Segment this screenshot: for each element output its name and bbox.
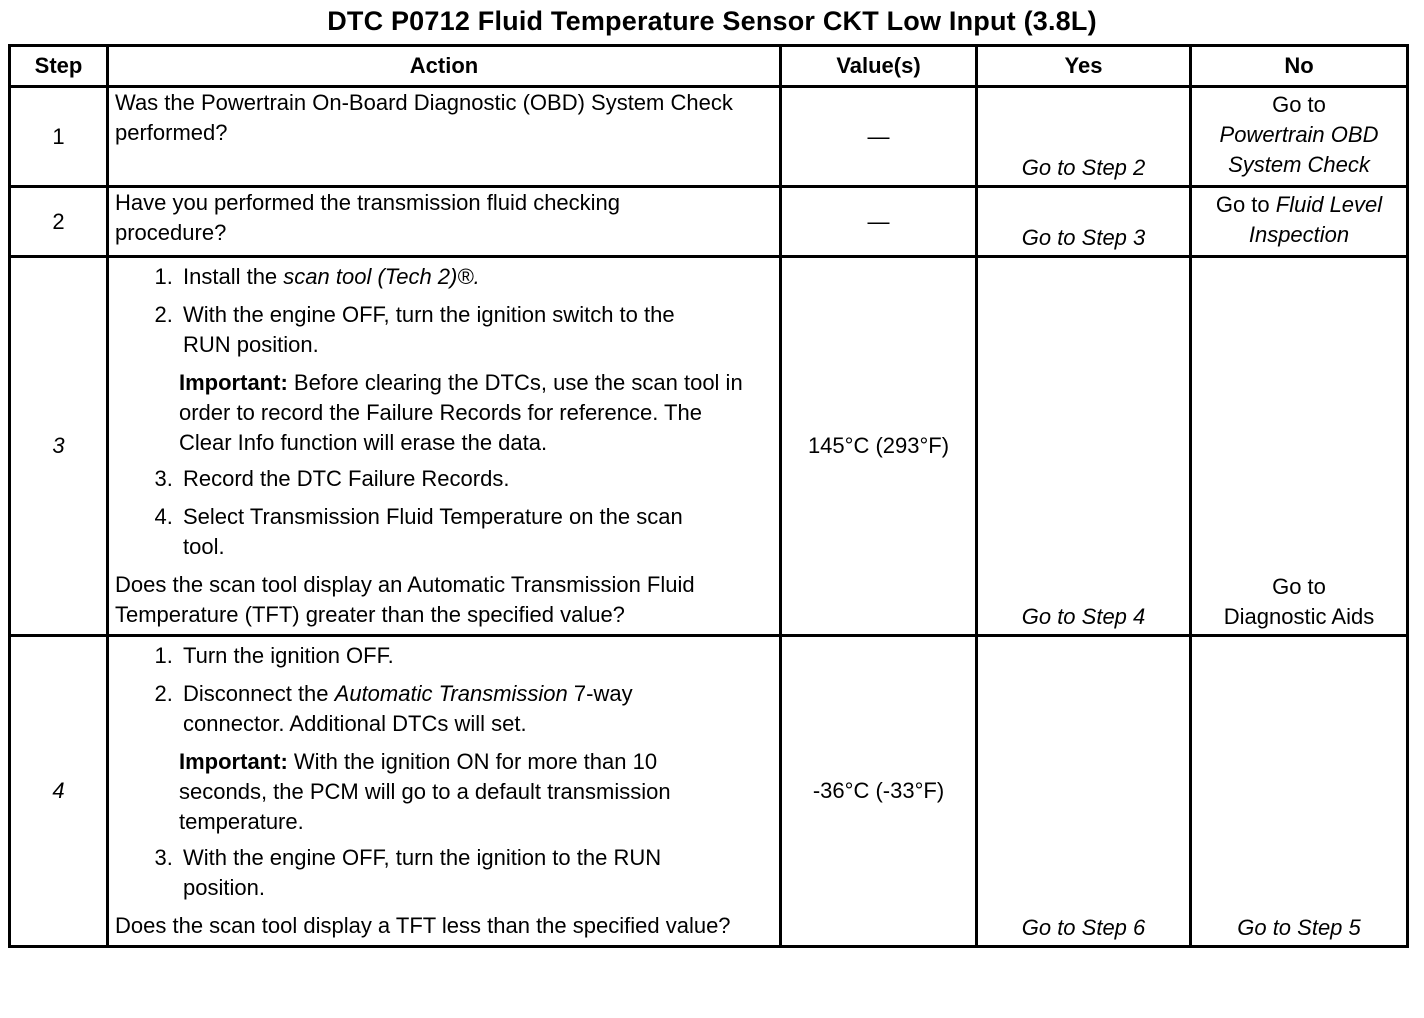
action-cell: Have you performed the transmission fluid checking procedure?	[108, 187, 781, 257]
no-link[interactable]: Diagnostic Aids	[1223, 604, 1375, 629]
list-item: 4. Select Transmission Fluid Temperature on the scan tool.	[179, 502, 773, 562]
action-steps	[115, 641, 773, 739]
automatic-transmission-link[interactable]: Automatic Transmission	[334, 681, 568, 706]
step-number: 3	[10, 257, 108, 636]
yes-link[interactable]: Go to Step 2	[977, 87, 1191, 187]
no-cell	[1191, 187, 1408, 257]
value-cell: 145°C (293°F)	[781, 257, 977, 636]
table-row	[10, 636, 1408, 947]
table-row	[10, 87, 1408, 187]
header-no: No	[1191, 46, 1408, 87]
action-steps	[115, 262, 773, 360]
list-item: 2. Disconnect the Automatic Transmission 7-way connector. Additional DTCs will set.	[179, 679, 773, 739]
no-link[interactable]: Go to Step 5	[1191, 636, 1408, 947]
list-item: 1. Install the scan tool (Tech 2)®.	[179, 262, 773, 292]
no-prefix: Go to	[1272, 574, 1326, 599]
no-cell	[1191, 87, 1408, 187]
question-text: Does the scan tool display a TFT less than the specified value?	[115, 913, 731, 938]
question-text: Does the scan tool display an Automatic Transmission Fluid Temperature (TFT) greater than the specified value?	[115, 572, 695, 627]
table-header-row	[10, 46, 1408, 87]
step-number: 1	[10, 87, 108, 187]
scan-tool-link[interactable]: scan tool (Tech 2)®.	[283, 264, 480, 289]
no-prefix: Go to	[1272, 92, 1326, 117]
header-yes: Yes	[977, 46, 1191, 87]
no-link[interactable]: Powertrain OBD System Check	[1219, 122, 1379, 177]
action-steps	[115, 843, 773, 903]
action-cell: Was the Powertrain On-Board Diagnostic (OBD) System Check performed?	[108, 87, 781, 187]
important-note: Important: With the ignition ON for more than 10 seconds, the PCM will go to a default transmission temperature.	[179, 749, 671, 834]
action-cell	[108, 636, 781, 947]
yes-link[interactable]: Go to Step 4	[977, 257, 1191, 636]
value-cell: —	[781, 87, 977, 187]
no-cell	[1191, 257, 1408, 636]
action-steps	[115, 464, 773, 562]
important-note: Important: Before clearing the DTCs, use the scan tool in order to record the Failure Records for reference. The Clear Info function will erase the data.	[179, 370, 743, 455]
list-item: 2. With the engine OFF, turn the ignition switch to the RUN position.	[179, 300, 773, 360]
list-item: 3. With the engine OFF, turn the ignition to the RUN position.	[179, 843, 773, 903]
value-cell: -36°C (-33°F)	[781, 636, 977, 947]
table-row	[10, 257, 1408, 636]
header-values: Value(s)	[781, 46, 977, 87]
step-number: 4	[10, 636, 108, 947]
diagnostic-table	[8, 44, 1409, 948]
list-item: 1. Turn the ignition OFF.	[179, 641, 773, 671]
yes-link[interactable]: Go to Step 3	[977, 187, 1191, 257]
list-item: 3. Record the DTC Failure Records.	[179, 464, 773, 494]
value-cell: —	[781, 187, 977, 257]
header-step: Step	[10, 46, 108, 87]
step-number: 2	[10, 187, 108, 257]
header-action: Action	[108, 46, 781, 87]
yes-link[interactable]: Go to Step 6	[977, 636, 1191, 947]
page-title: DTC P0712 Fluid Temperature Sensor CKT Low Input (3.8L)	[327, 6, 1097, 36]
action-cell	[108, 257, 781, 636]
no-prefix: Go to	[1215, 192, 1270, 217]
no-link[interactable]: Fluid Level Inspection	[1248, 192, 1383, 247]
table-row	[10, 187, 1408, 257]
